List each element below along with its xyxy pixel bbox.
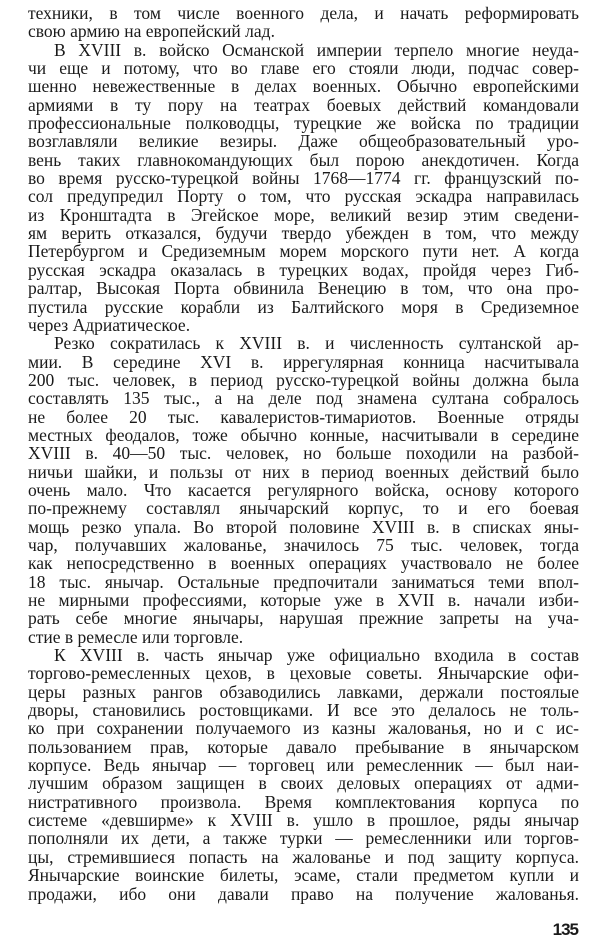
text-line: ям верить отказался, будучи твердо убежден в том, что между <box>28 223 579 244</box>
text-line: стие в ремесле или торговле. <box>28 626 244 647</box>
text-line: техники, в том числе военного дела, и начать реформировать <box>28 3 579 23</box>
text-line: не мирными профессиями, которые уже в XVII в. начали изби- <box>28 590 579 610</box>
text-line: ко при сохранении получаемого из казны жалованья, но и с ис- <box>28 718 579 739</box>
text-line: Резко сократилась к XVIII в. и численность султанской ар- <box>54 333 579 354</box>
text-line: сол предупредил Порту о том, что русская эскадра направилась <box>28 186 579 207</box>
text-line: чи еще и потому, что во главе его стояли люди, подчас совер- <box>28 58 579 79</box>
text-line: Петербургом и Средиземным морем морского пути нет. А когда <box>28 241 579 262</box>
text-line: мии. В середине XVI в. иррегулярная конница насчитывала <box>28 351 579 372</box>
text-line: не более 20 тыс. кавалеристов-тимариотов. Военные отряды <box>28 406 579 427</box>
text-line: очень мало. Что касается регулярного войска, основу которого <box>28 479 579 500</box>
text-line: профессиональные полководцы, турецкие же войска по традиции <box>28 113 579 134</box>
text-line: свою армию на европейский лад. <box>28 21 275 42</box>
paragraph <box>28 334 579 646</box>
text-line: продажи, ибо они давали право на получение жалованья. <box>28 883 579 904</box>
text-line: 200 тыс. человек, в период русско-турецкой войны должна была <box>28 369 579 390</box>
text-line: лучшим образом защищен в своих деловых операциях от адми- <box>28 773 579 794</box>
page-number: 135 <box>552 920 578 939</box>
paragraph <box>28 41 579 335</box>
text-line: по-прежнему составлял янычарский корпус, то и его боевая <box>28 498 579 519</box>
text-line: Янычарские воинские билеты, эсаме, стали предметом купли и <box>28 865 579 886</box>
text-line: как непосредственно в военных операциях участвовало не более <box>28 553 579 574</box>
text-line: русская эскадра оказалась в турецких водах, пройдя через Гиб- <box>28 259 579 280</box>
text-line: через Адриатическое. <box>28 314 191 335</box>
text-line: шенно невежественные в делах военных. Обычно европейскими <box>28 76 579 97</box>
paragraph <box>28 4 579 41</box>
text-line: из Кронштадта в Эгейское море, великий везир этим сведени- <box>28 204 579 225</box>
text-line: 18 тыс. янычар. Остальные предпочитали заниматься теми впол- <box>28 571 579 592</box>
text-line: пустила русские корабли из Балтийского моря в Средиземное <box>28 296 579 317</box>
text-line: ралтар, Высокая Порта обвинила Венецию в том, что она про- <box>28 278 579 299</box>
text-line: возглавляли великие везиры. Даже общеобразовательный уро- <box>28 131 579 152</box>
text-line: чар, получавших жалованье, значилось 75 тыс. человек, тогда <box>28 534 579 555</box>
text-line: местных феодалов, тоже обычно конные, насчитывали в середине <box>28 424 579 445</box>
text-line: вень таких главнокомандующих был порою анекдотичен. Когда <box>28 149 579 170</box>
text-line: нистративного произвола. Время комплектования корпуса по <box>28 791 579 812</box>
text-line: рать себе многие янычары, нарушая прежние запреты на уча- <box>28 608 579 629</box>
text-line: торгово-ремесленных цехов, в цеховые советы. Янычарские офи- <box>28 663 579 684</box>
text-line: К XVIII в. часть янычар уже официально входила в состав <box>54 645 579 666</box>
text-line: цы, стремившиеся попасть на жалованье и под защиту корпуса. <box>28 846 579 867</box>
text-line: армиями в ту пору на театрах боевых действий командовали <box>28 94 579 115</box>
text-line: В XVIII в. войско Османской империи терпело многие неуда- <box>54 39 579 60</box>
paragraph <box>28 646 579 903</box>
text-line: пополняли их дети, а также турки — ремесленники или торгов- <box>28 828 579 849</box>
text-line: пользованием прав, которые давало пребывание в янычарском <box>28 736 579 757</box>
text-line: системе «девширме» к XVIII в. ушло в прошлое, ряды янычар <box>28 810 579 831</box>
text-line: мощь резко упала. Во второй половине XVIII в. в списках яны- <box>28 516 579 537</box>
text-line: корпусе. Ведь янычар — торговец или ремесленник — был наи- <box>28 755 579 776</box>
page-body <box>28 4 579 903</box>
text-line: XVIII в. 40—50 тыс. человек, но больше походили на разбой- <box>28 443 579 464</box>
text-line: во время русско-турецкой войны 1768—1774 гг. французский по- <box>28 168 579 189</box>
text-line: церы разных рангов обзаводились лавками, держали постоялые <box>28 681 579 702</box>
text-line: ничьи шайки, и пользы от них в период военных действий было <box>28 461 579 482</box>
text-line: составлять 135 тыс., а на деле под знамена султана собралось <box>28 388 579 409</box>
text-line: дворы, становились ростовщиками. И все это делалось не толь- <box>28 700 579 721</box>
